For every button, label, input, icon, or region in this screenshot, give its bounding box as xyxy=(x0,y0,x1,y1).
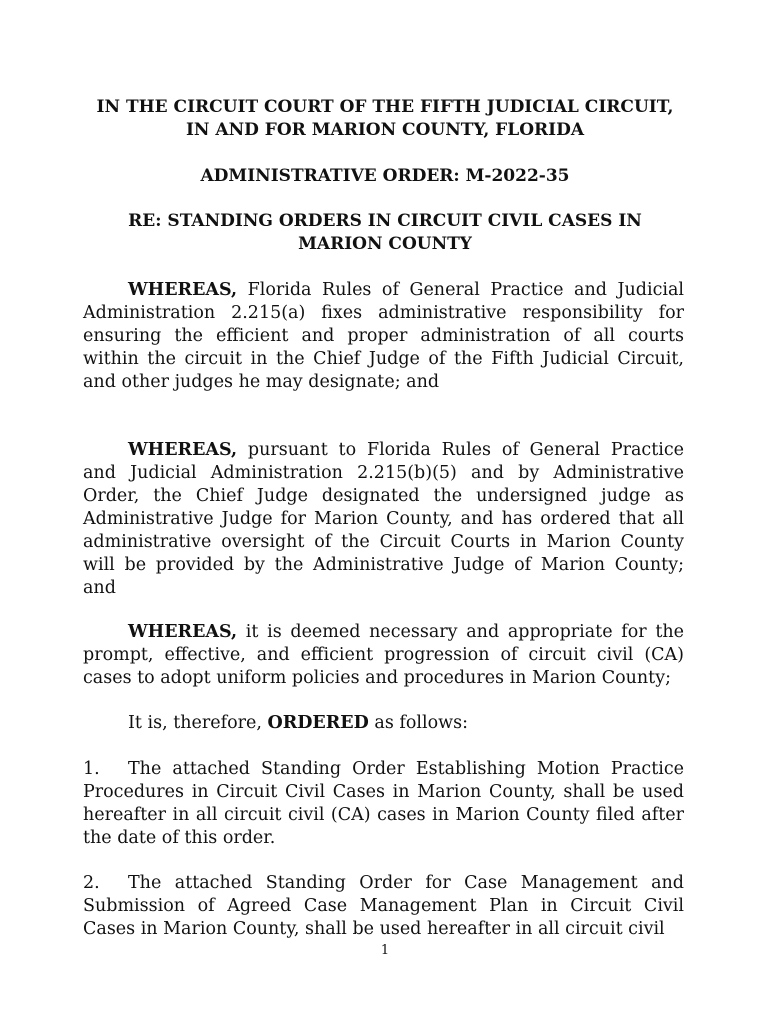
ordered-prefix: It is, therefore, xyxy=(128,713,268,733)
ordered-keyword: ORDERED xyxy=(267,713,369,733)
ordered-suffix: as follows: xyxy=(368,713,468,733)
order-item-number: 2. xyxy=(83,873,100,893)
whereas-text: it is deemed necessary and appropriate for the prompt, effective, and efficient progression of circuit civil (CA) cases to adopt uniform policies and procedures in Marion County; xyxy=(83,622,684,688)
order-item-text: The attached Standing Order for Case Management and Submission of Agreed Case Management Plan in Circuit Civil Cases in Marion County, shall be used hereafter in all circuit civil xyxy=(83,873,684,939)
court-caption-line1: IN THE CIRCUIT COURT OF THE FIFTH JUDICIAL CIRCUIT, xyxy=(96,97,674,117)
order-item-text: The attached Standing Order Establishing Motion Practice Procedures in Circuit Civil Cases in Marion County, shall be used hereafter in all circuit civil (CA) cases in Marion County filed after the date of this order. xyxy=(83,759,684,848)
order-number-text: ADMINISTRATIVE ORDER: M-2022-35 xyxy=(200,166,570,186)
whereas-text: pursuant to Florida Rules of General Practice and Judicial Administration 2.215(b)(5) and by Administrative Order, the Chief Judge designated the undersigned judge as Administrative Judge for Marion County, and has ordered that all administrative oversight of the Circuit Courts in Marion County will be provided by the Administrative Judge of Marion County; and xyxy=(83,440,684,598)
whereas-paragraph-2 xyxy=(83,439,684,600)
page-number: 1 xyxy=(380,943,390,958)
whereas-paragraph-1 xyxy=(83,279,684,394)
ordered-paragraph xyxy=(83,712,684,735)
order-item-2 xyxy=(83,872,684,941)
whereas-lead: WHEREAS, xyxy=(128,622,238,642)
order-item-number: 1. xyxy=(83,759,100,779)
whereas-lead: WHEREAS, xyxy=(128,440,238,460)
whereas-text: Florida Rules of General Practice and Judicial Administration 2.215(a) fixes administrative responsibility for ensuring the efficient and proper administration of all courts within the circuit in the Chief Judge of the Fifth Judicial Circuit, and other judges he may designate; and xyxy=(83,280,684,392)
court-caption-line2: IN AND FOR MARION COUNTY, FLORIDA xyxy=(185,120,585,140)
court-caption xyxy=(70,96,700,142)
re-heading-line1: RE: STANDING ORDERS IN CIRCUIT CIVIL CASES IN xyxy=(128,211,642,231)
order-number xyxy=(70,165,700,188)
re-heading-line2: MARION COUNTY xyxy=(298,234,472,254)
order-item-1 xyxy=(83,758,684,850)
whereas-paragraph-3 xyxy=(83,621,684,690)
re-heading xyxy=(70,210,700,256)
whereas-lead: WHEREAS, xyxy=(128,280,238,300)
